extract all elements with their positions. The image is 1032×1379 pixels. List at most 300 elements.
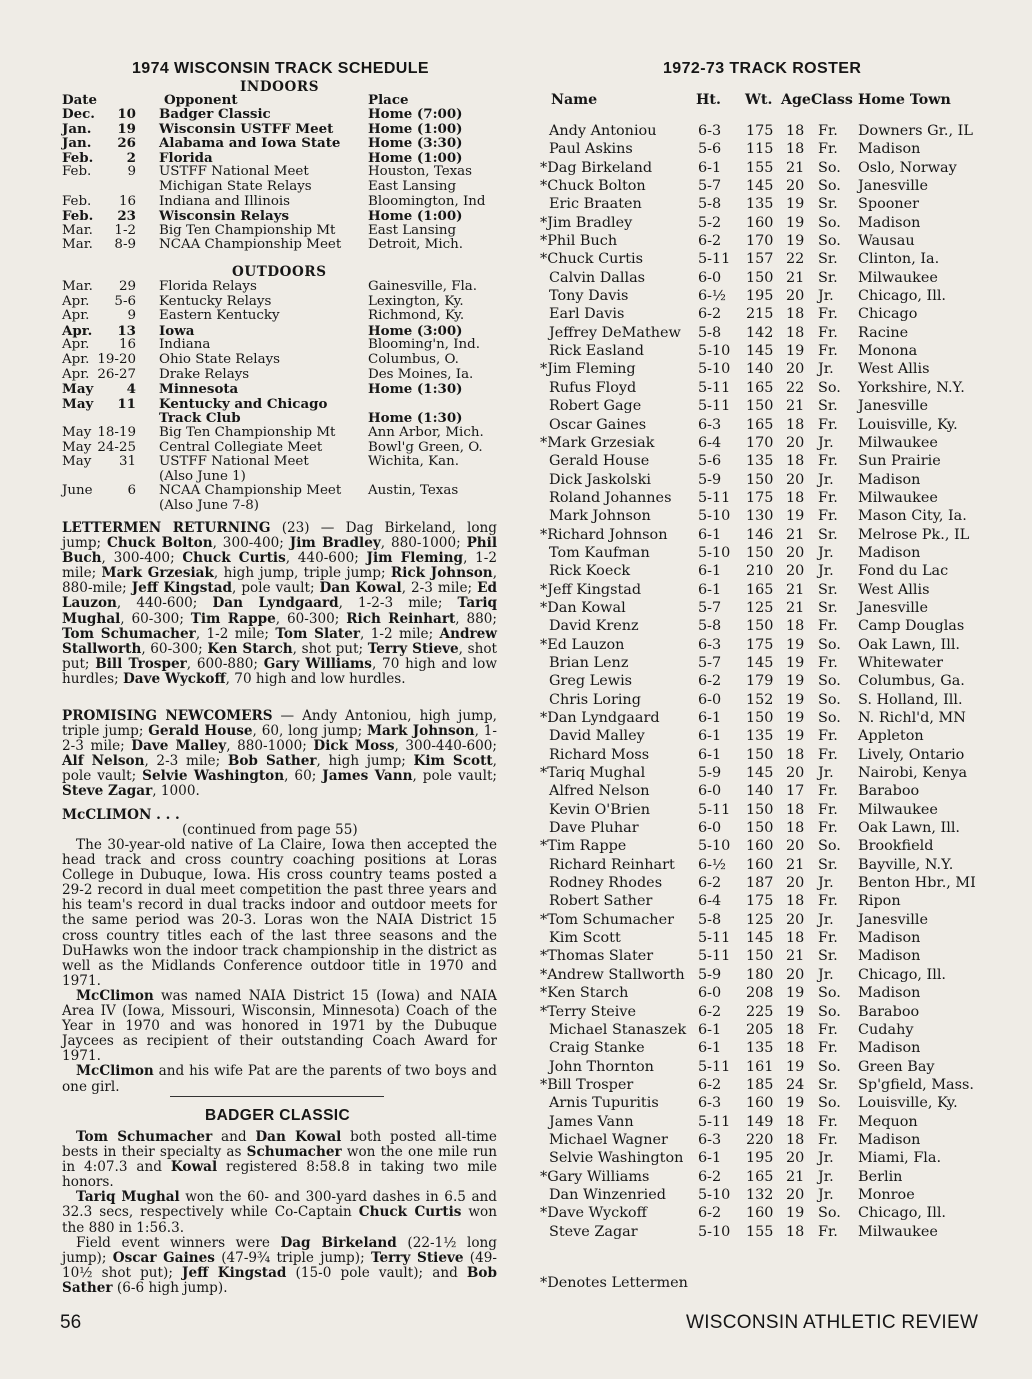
player-weight: 135 [746, 728, 774, 745]
athlete-event: , 1-2 mile; [195, 625, 276, 642]
schedule-opponent: NCAA Championship Meet [159, 483, 342, 499]
schedule-opponent: Big Ten Championship Mt [159, 222, 336, 238]
player-name: Kim Scott [549, 930, 621, 947]
player-name: Tom Kaufman [549, 544, 650, 561]
player-hometown: Yorkshire, N.Y. [858, 379, 965, 396]
player-height: 5-11 [698, 251, 731, 268]
outdoors-table [62, 280, 502, 514]
player-weight: 220 [746, 1131, 774, 1148]
athlete-event: , 300-440-600; [394, 738, 498, 755]
athlete-event: , 600-880; [186, 655, 264, 672]
athlete-event: , shot put; [292, 640, 368, 657]
player-height: 6-2 [698, 1003, 722, 1020]
player-weight: 150 [746, 948, 774, 965]
player-height: 6-3 [698, 416, 722, 433]
athlete-name: Bill Trosper [95, 655, 187, 672]
schedule-opponent: USTFF National Meet [159, 164, 309, 180]
classic-p3 [62, 1236, 497, 1296]
athlete-name: Jim Fleming [366, 550, 464, 567]
player-weight: 175 [746, 123, 774, 139]
schedule-place: East Lansing [368, 178, 457, 194]
player-name: *Gary Williams [540, 1168, 650, 1185]
roster-row [540, 544, 985, 562]
player-class: Fr. [818, 489, 838, 506]
player-name: *Tim Rappe [540, 838, 627, 855]
player-class: Jr. [818, 563, 834, 580]
player-hometown: Ripon [858, 893, 901, 910]
player-class: So. [818, 710, 841, 726]
indoors-table [62, 107, 502, 253]
roster-row [540, 911, 985, 929]
player-height: 6-1 [698, 1150, 722, 1167]
player-name: *Chuck Bolton [540, 178, 646, 195]
player-weight: 135 [746, 1040, 774, 1057]
player-class: Fr. [818, 123, 838, 139]
player-age: 21 [786, 1168, 805, 1185]
roster-row [540, 195, 985, 213]
player-hometown: N. Richl'd, MN [858, 710, 966, 726]
athlete-name: Tom Slater [275, 625, 361, 642]
schedule-place: Blooming'n, Ind. [368, 337, 480, 353]
col-ht: Ht. [696, 92, 721, 108]
player-weight: 179 [746, 673, 774, 690]
player-hometown: Downers Gr., IL [858, 123, 973, 139]
player-class: Jr. [818, 471, 834, 488]
schedule-day: 8-9 [114, 237, 136, 253]
schedule-row [62, 368, 502, 383]
player-hometown: Madison [858, 1131, 921, 1148]
mcclimon-p2: McClimon was named NAIA District 15 (Iowa) and NAIA Area IV (Iowa, Missouri, Wisconsin, Minnesota) Coach of the Year in 1970 and was honored in 1971 by the Dubuque Jaycees as recipient of their outstanding Coach Award for 1971. [62, 987, 497, 1065]
player-age: 18 [786, 141, 805, 158]
schedule-month: Apr. [62, 293, 90, 309]
badger-classic-story [62, 1130, 497, 1296]
schedule-month: Apr. [62, 322, 93, 339]
player-weight: 150 [746, 820, 774, 837]
roster-table [540, 122, 985, 1241]
schedule-day: 5-6 [114, 293, 136, 309]
story-text: (47-9¾ triple jump); [214, 1249, 371, 1266]
player-height: 6-2 [698, 1168, 722, 1185]
athlete-name: Chuck Curtis [182, 550, 286, 567]
player-height: 5-11 [698, 1113, 731, 1130]
player-name: Arnis Tupuritis [549, 1095, 659, 1112]
player-name: *Jim Bradley [540, 214, 633, 231]
player-weight: 152 [746, 691, 774, 708]
player-name: Eric Braaten [549, 196, 642, 213]
player-hometown: Lively, Ontario [858, 746, 965, 763]
athlete-event: , 60-300; [141, 640, 208, 657]
player-age: 21 [786, 856, 805, 873]
schedule-opponent: Badger Classic [159, 106, 271, 122]
player-class: Fr. [818, 654, 838, 671]
roster-row [540, 122, 985, 140]
player-weight: 205 [746, 1021, 774, 1038]
player-class: Jr. [818, 434, 834, 451]
player-name: James Vann [549, 1113, 634, 1130]
schedule-row [62, 180, 502, 195]
roster-row [540, 837, 985, 855]
player-age: 20 [786, 563, 805, 580]
player-class: So. [818, 1058, 841, 1075]
schedule-day: 29 [118, 279, 136, 294]
player-age: 21 [786, 159, 805, 176]
roster-row [540, 856, 985, 874]
schedule-row [62, 136, 502, 151]
player-weight: 115 [746, 141, 774, 158]
player-name: Andy Antoniou [549, 123, 657, 139]
roster-row [540, 984, 985, 1002]
player-hometown: Nairobi, Kenya [858, 765, 968, 782]
schedule-row [62, 165, 502, 180]
athlete-name: Tom Schumacher [76, 1129, 213, 1145]
player-age: 18 [786, 1040, 805, 1057]
player-weight: 150 [746, 544, 774, 561]
player-name: *Mark Grzesiak [540, 434, 655, 451]
athlete-event: , 880-1000; [226, 738, 314, 755]
player-class: Jr. [818, 1186, 834, 1203]
athlete-name: Tariq Mughal [76, 1189, 180, 1206]
athlete-event: , 880-mile; [62, 565, 498, 597]
section-heading: PROMISING NEWCOMERS [62, 708, 273, 724]
player-weight: 145 [746, 765, 774, 782]
athlete-name: Bob Sather [227, 753, 317, 770]
schedule-opponent: Wisconsin USTFF Meet [159, 120, 334, 137]
player-age: 18 [786, 1021, 805, 1038]
player-weight: 150 [746, 471, 774, 488]
story-text: (22-1½ long jump); [62, 1234, 497, 1266]
athlete-event: , 1-2 mile; [62, 550, 497, 582]
player-hometown: Benton Hbr., MI [858, 875, 976, 892]
schedule-place: Home (1:00) [368, 120, 463, 137]
player-hometown: Monroe [858, 1186, 915, 1203]
roster-columns [549, 92, 979, 110]
roster-row [540, 746, 985, 764]
roster-row [540, 1039, 985, 1057]
player-weight: 142 [746, 324, 774, 341]
athlete-event: , 300-400; [101, 550, 183, 567]
player-class: Sr. [818, 251, 838, 268]
player-weight: 140 [746, 783, 774, 800]
player-class: Sr. [818, 526, 838, 543]
player-height: 6-2 [698, 673, 722, 690]
schedule-day: 9 [127, 164, 136, 180]
player-height: 6-3 [698, 123, 722, 139]
schedule-opponent: Ohio State Relays [159, 351, 281, 367]
player-height: 5-8 [698, 911, 722, 928]
athlete-name: Alf Nelson [62, 753, 145, 770]
player-hometown: West Allis [858, 581, 930, 598]
roster-row [540, 801, 985, 819]
player-height: 5-11 [698, 1058, 731, 1075]
athlete-name: Chuck Bolton [107, 535, 213, 552]
player-hometown: Bayville, N.Y. [858, 856, 954, 873]
player-hometown: Racine [858, 324, 909, 341]
player-class: Jr. [818, 1150, 834, 1167]
player-hometown: Chicago, Ill. [858, 288, 947, 305]
player-name: *Andrew Stallworth [540, 966, 685, 983]
player-class: So. [818, 673, 841, 690]
roster-row [540, 819, 985, 837]
player-hometown: Sun Prairie [858, 453, 941, 470]
player-height: 6-3 [698, 1131, 722, 1148]
athlete-name: Ed Lauzon [62, 580, 497, 612]
player-weight: 145 [746, 343, 774, 360]
player-hometown: Madison [858, 930, 921, 947]
newcomers-paragraph [62, 709, 497, 800]
schedule-place: Lexington, Ky. [368, 293, 464, 309]
player-class: So. [818, 178, 841, 195]
player-age: 20 [786, 361, 805, 378]
player-height: 5-11 [698, 398, 731, 415]
player-age: 19 [786, 508, 805, 525]
player-age: 20 [786, 1186, 805, 1203]
schedule-month: May [62, 381, 94, 398]
player-class: So. [818, 691, 841, 708]
athlete-name: Mark Johnson [367, 723, 475, 740]
player-hometown: Sp'gfield, Mass. [858, 1076, 974, 1093]
player-name: Rodney Rhodes [549, 875, 663, 892]
player-age: 18 [786, 453, 805, 470]
athlete-event: , 60; [284, 768, 323, 785]
schedule-month: Jan. [62, 135, 92, 152]
player-height: 5-10 [698, 343, 731, 360]
section-heading: LETTERMEN RETURNING [62, 520, 271, 536]
schedule-day: 11 [117, 395, 136, 412]
player-hometown: Oak Lawn, Ill. [858, 636, 961, 653]
player-age: 18 [786, 324, 805, 341]
schedule-place: Gainesville, Fla. [368, 279, 478, 294]
player-class: Fr. [818, 728, 838, 745]
roster-row [540, 324, 985, 342]
player-class: Fr. [818, 416, 838, 433]
player-class: Jr. [818, 875, 834, 892]
col-date: Date [62, 92, 97, 108]
player-height: 6-3 [698, 636, 722, 653]
player-weight: 150 [746, 269, 774, 286]
player-age: 19 [786, 654, 805, 671]
athlete-name: Chuck Curtis [358, 1204, 462, 1221]
roster-title: 1972-73 TRACK ROSTER [663, 60, 862, 77]
athlete-name: Bob Sather [62, 1264, 497, 1296]
player-weight: 165 [746, 1168, 774, 1185]
player-weight: 145 [746, 930, 774, 947]
schedule-row [62, 397, 502, 412]
player-hometown: Green Bay [858, 1058, 935, 1075]
section-divider [170, 1096, 384, 1097]
roster-row [540, 452, 985, 470]
player-name: Calvin Dallas [549, 269, 646, 286]
player-hometown: Janesville [858, 398, 928, 415]
schedule-opponent: Kentucky Relays [159, 293, 272, 309]
player-height: 5-2 [698, 214, 722, 231]
player-name: *Dag Birkeland [540, 159, 653, 176]
athlete-name: Jeff Kingstad [131, 580, 233, 597]
player-class: Fr. [818, 453, 838, 470]
player-height: 6-0 [698, 269, 722, 286]
col-wt: Wt. [745, 92, 773, 108]
schedule-row [62, 426, 502, 441]
player-age: 18 [786, 801, 805, 818]
player-height: 5-9 [698, 966, 722, 983]
player-hometown: Monona [858, 343, 918, 360]
schedule-day: 31 [118, 454, 136, 470]
player-name: *Ed Lauzon [540, 636, 625, 653]
player-hometown: Milwaukee [858, 801, 938, 818]
player-age: 19 [786, 214, 805, 231]
player-weight: 155 [746, 159, 774, 176]
roster-row [540, 397, 985, 415]
player-height: 6-1 [698, 526, 722, 543]
player-height: 6-2 [698, 306, 722, 323]
athlete-event: , 1-2-3 mile; [338, 595, 458, 612]
schedule-day: 26-27 [97, 366, 136, 382]
player-height: 6-1 [698, 710, 722, 726]
athlete-name: Kim Scott [413, 753, 493, 770]
schedule-opponent: Central Collegiate Meet [159, 439, 323, 455]
schedule-month: Jan. [62, 120, 92, 137]
player-height: 5-8 [698, 618, 722, 635]
athlete-event: , 1000. [152, 783, 200, 800]
player-age: 20 [786, 875, 805, 892]
player-name: Rufus Floyd [549, 379, 637, 396]
player-hometown: Camp Douglas [858, 618, 965, 635]
athlete-name: Dan Lyndgaard [212, 595, 339, 612]
athlete-name: Gerald House [148, 723, 253, 740]
player-name: Richard Reinhart [549, 856, 675, 873]
athlete-name: Jim Bradley [289, 535, 381, 552]
athlete-event: , 60, long jump; [252, 723, 367, 740]
section-intro: (23) — Dag Birkeland, long jump; [62, 520, 497, 552]
player-weight: 165 [746, 379, 774, 396]
player-name: *Jim Fleming [540, 361, 636, 378]
player-height: 5-7 [698, 599, 722, 616]
player-age: 18 [786, 930, 805, 947]
player-name: *Dan Lyndgaard [540, 710, 660, 726]
player-age: 20 [786, 1150, 805, 1167]
schedule-row [62, 295, 502, 310]
player-name: Roland Johannes [549, 489, 672, 506]
schedule-day: 10 [117, 106, 136, 122]
player-height: 5-11 [698, 930, 731, 947]
player-hometown: Columbus, Ga. [858, 673, 965, 690]
athlete-name: Ken Starch [207, 640, 293, 657]
story-text: (6-6 high jump). [112, 1279, 228, 1296]
roster-row [540, 727, 985, 745]
player-height: 5-6 [698, 453, 722, 470]
player-age: 20 [786, 178, 805, 195]
player-age: 18 [786, 618, 805, 635]
athlete-event: , shot put; [62, 640, 497, 672]
athlete-event: , 2-3 mile; [401, 580, 478, 597]
roster-row [540, 782, 985, 800]
player-weight: 160 [746, 1205, 774, 1222]
player-height: 5-11 [698, 379, 731, 396]
player-age: 21 [786, 269, 805, 286]
player-name: Mark Johnson [549, 508, 651, 525]
roster-row [540, 1003, 985, 1021]
schedule-opponent: Florida Relays [159, 279, 257, 294]
player-hometown: Louisville, Ky. [858, 1095, 958, 1112]
player-hometown: Mason City, Ia. [858, 508, 967, 525]
player-weight: 150 [746, 746, 774, 763]
schedule-row [62, 470, 502, 485]
athlete-name: Terry Stieve [370, 1249, 464, 1266]
player-hometown: Madison [858, 544, 921, 561]
roster-row [540, 471, 985, 489]
schedule-row [62, 280, 502, 295]
player-name: *Ken Starch [540, 985, 629, 1002]
schedule-day: 19 [117, 120, 136, 137]
player-class: So. [818, 1205, 841, 1222]
roster-row [540, 709, 985, 727]
athlete-name: Dag Birkeland [280, 1234, 397, 1251]
schedule-day: 13 [117, 322, 136, 339]
player-height: 5-10 [698, 1223, 731, 1240]
roster-row [540, 1021, 985, 1039]
schedule-day: 23 [117, 208, 136, 225]
player-height: 5-9 [698, 765, 722, 782]
player-name: Craig Stanke [549, 1040, 645, 1057]
roster-row [540, 1149, 985, 1167]
schedule-month: Feb. [62, 164, 92, 180]
schedule-month: May [62, 424, 92, 440]
player-hometown: Cudahy [858, 1021, 914, 1038]
schedule-place: Home (1:30) [368, 381, 463, 398]
player-class: Fr. [818, 618, 838, 635]
athlete-event: , 60-300; [120, 610, 191, 627]
player-weight: 150 [746, 710, 774, 726]
player-name: *Terry Steive [540, 1003, 637, 1020]
player-name: Brian Lenz [549, 654, 629, 671]
player-name: Michael Wagner [549, 1131, 668, 1148]
col-class: Class [811, 92, 853, 108]
schedule-row [62, 209, 502, 224]
schedule-month: June [62, 483, 93, 499]
schedule-place: Richmond, Ky. [368, 308, 465, 324]
player-hometown: Whitewater [858, 654, 944, 671]
schedule-day: 1-2 [114, 222, 136, 238]
player-hometown: Louisville, Ky. [858, 416, 958, 433]
lettermen-paragraph [62, 521, 497, 687]
player-age: 17 [786, 783, 805, 800]
roster-row [540, 892, 985, 910]
roster-row [540, 287, 985, 305]
player-hometown: Oslo, Norway [858, 159, 957, 176]
athlete-name: Terry Stieve [367, 640, 459, 657]
roster-row [540, 489, 985, 507]
player-weight: 149 [746, 1113, 774, 1130]
player-height: 6-2 [698, 875, 722, 892]
roster-row [540, 672, 985, 690]
col-place: Place [368, 92, 409, 108]
player-name: *Chuck Curtis [540, 251, 644, 268]
player-age: 18 [786, 489, 805, 506]
player-age: 19 [786, 1095, 805, 1112]
schedule-row [62, 441, 502, 456]
player-weight: 187 [746, 875, 774, 892]
player-weight: 135 [746, 196, 774, 213]
athlete-event: , 1-2 mile; [360, 625, 440, 642]
player-weight: 160 [746, 856, 774, 873]
player-class: Jr. [818, 966, 834, 983]
roster-footnote: *Denotes Lettermen [540, 1275, 688, 1291]
player-hometown: Wausau [858, 233, 915, 250]
player-age: 18 [786, 123, 805, 139]
athlete-event: , 440-600; [285, 550, 367, 567]
player-weight: 130 [746, 508, 774, 525]
col-name: Name [551, 92, 598, 108]
athlete-name: Mark Grzesiak [101, 565, 214, 582]
